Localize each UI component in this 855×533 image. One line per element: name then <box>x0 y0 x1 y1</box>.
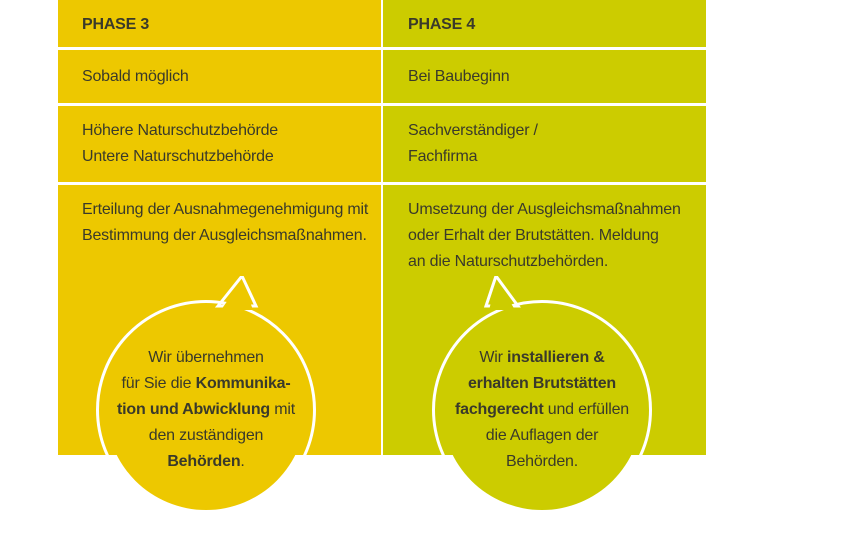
phase3-bubble-text: Wir übernehmen für Sie die Kommunika- tion und Abwicklung mit den zuständigen Behörden. <box>117 349 295 470</box>
phase4-bubble-text: Wir installieren & erhalten Brutstätten fachgerecht und erfüllen die Auflagen der Behörden. <box>455 349 629 470</box>
column-divider <box>381 0 383 455</box>
phase4-speech-bubble <box>432 300 652 520</box>
phase3-header: PHASE 3 <box>82 16 150 33</box>
phase4-actors: Sachverständiger / Fachfirma <box>408 122 538 165</box>
row-divider-3 <box>58 182 706 185</box>
phase3-speech-bubble <box>96 300 316 520</box>
row-divider-2 <box>58 103 706 106</box>
phase3-timing: Sobald möglich <box>82 68 189 85</box>
phase3-actors: Höhere Naturschutzbehörde Untere Naturschutzbehörde <box>82 122 279 165</box>
phase3-task: Erteilung der Ausnahmegenehmigung mit Bestimmung der Ausgleichsmaßnahmen. <box>82 201 369 244</box>
phase4-header: PHASE 4 <box>408 16 476 33</box>
phase4-task: Umsetzung der Ausgleichsmaßnahmen oder Erhalt der Brutstätten. Meldung an die Naturschutzbehörden. <box>408 201 681 270</box>
row-divider-1 <box>58 47 706 50</box>
phase4-timing: Bei Baubeginn <box>408 68 510 85</box>
